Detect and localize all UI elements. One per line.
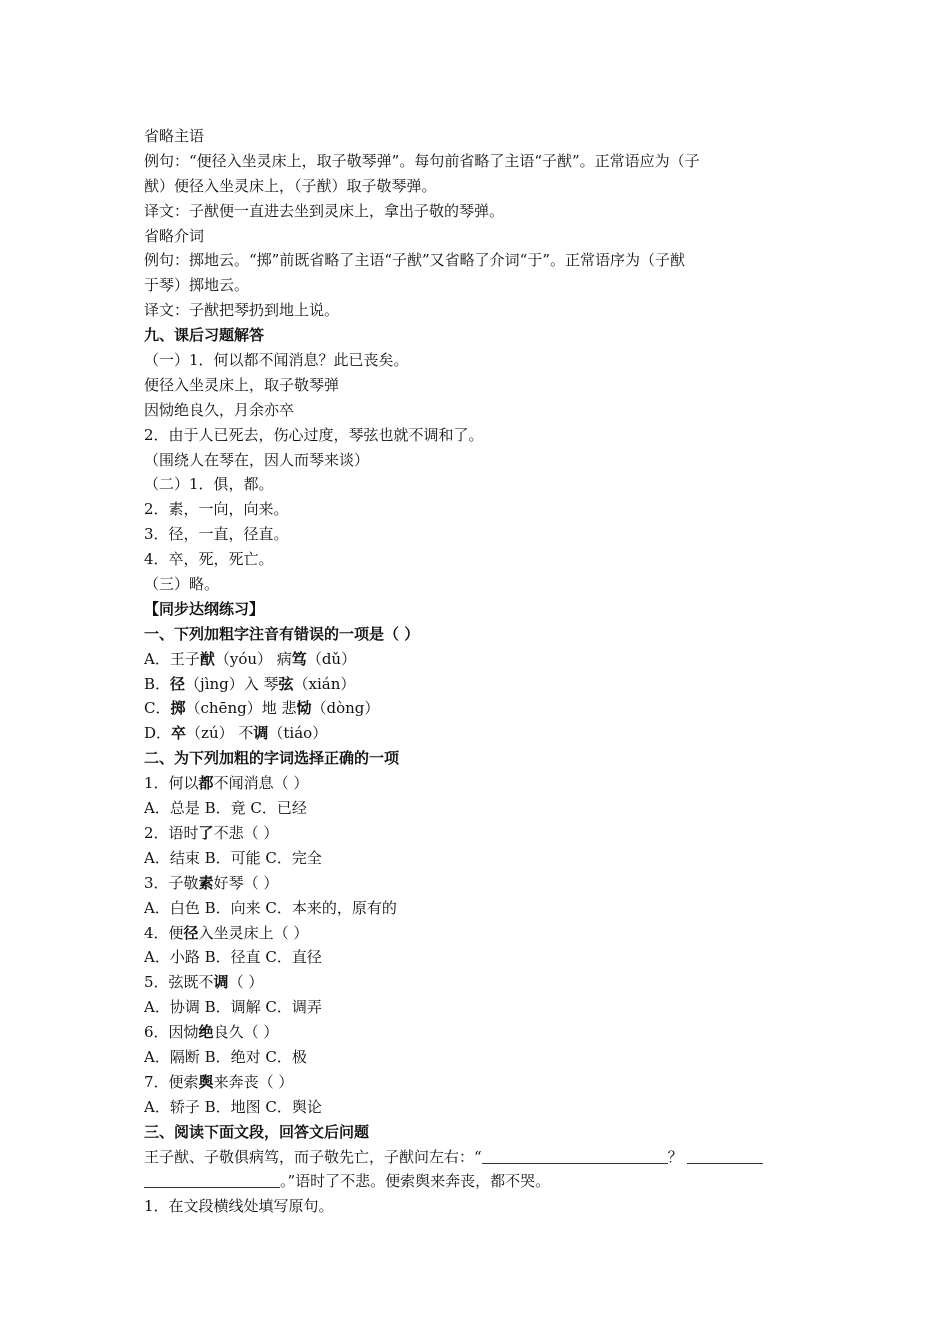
section9-line: （二）1．俱，都。: [144, 475, 274, 494]
question2-item: 4．便径入坐灵床上（ ）: [144, 923, 309, 942]
question1-option-b: B．径（jìng）入 琴弦（xián）: [144, 674, 356, 693]
section9-line: 2．素，一向，向来。: [144, 500, 289, 519]
section9-line: （一）1．何以都不闻消息？此已丧矣。: [144, 351, 409, 370]
question1-title: 一、下列加粗字注音有错误的一项是（ ）: [144, 624, 420, 643]
question1-option-c: C．掷（chēng）地 悲恸（dòng）: [144, 699, 380, 718]
omit-prep-heading: 省略介词: [144, 226, 205, 245]
question2-item: 1．何以都不闻消息（ ）: [144, 774, 309, 793]
question3-sub1: 1．在文段横线处填写原句。: [144, 1197, 334, 1216]
question1-option-a: A．王子猷（yóu） 病笃（dǔ）: [144, 649, 357, 668]
omit-subject-example-cont: 猷）便径入坐灵床上，（子猷）取子敬琴弹。: [144, 176, 437, 195]
question2-item: 5．弦既不调（ ）: [144, 973, 264, 992]
omit-subject-translation: 译文：子猷便一直进去坐到灵床上，拿出子敬的琴弹。: [144, 201, 505, 220]
omit-subject-example: 例句：“便径入坐灵床上，取子敬琴弹”。每句前省略了主语“子猷”。正常语应为（子: [144, 151, 700, 170]
section9-line: 2．由于人已死去，伤心过度，琴弦也就不调和了。: [144, 425, 484, 444]
answer-blank[interactable]: [482, 1147, 668, 1164]
document-body: [144, 124, 808, 1219]
answer-blank[interactable]: [687, 1147, 763, 1164]
section9-line: 因恸绝良久，月余亦卒: [144, 400, 295, 419]
question3-title: 三、阅读下面文段，回答文后问题: [144, 1122, 370, 1141]
question2-item: 2．语时了不悲（ ）: [144, 823, 279, 842]
question2-item-options: A．白色 B．向来 C．本来的，原有的: [144, 898, 397, 917]
omit-subject-heading: 省略主语: [144, 127, 205, 145]
question3-passage-line2: 。”语时了不悲。便索舆来奔丧，都不哭。: [144, 1169, 808, 1194]
question2-item-options: A．结束 B．可能 C．完全: [144, 848, 322, 867]
omit-prep-translation: 译文：子猷把琴扔到地上说。: [144, 301, 340, 320]
section9-line: （围绕人在琴在，因人而琴来谈）: [144, 450, 370, 469]
section9-line: （三）略。: [144, 575, 220, 594]
section9-line: 3．径，一直，径直。: [144, 525, 289, 544]
question2-item: 6．因恸绝良久（ ）: [144, 1023, 279, 1042]
question2-item-options: A．小路 B．径直 C．直径: [144, 948, 322, 967]
question2-item: 7．便索舆来奔丧（ ）: [144, 1072, 294, 1091]
section9-title: 九、课后习题解答: [144, 326, 265, 345]
omit-prep-example: 例句：掷地云。“掷”前既省略了主语“子猷”又省略了介词“于”。正常语序为（子猷: [144, 251, 686, 270]
question2-item-options: A．轿子 B．地图 C．舆论: [144, 1097, 322, 1116]
question3-passage-line1: 王子猷、子敬俱病笃，而子敬先亡，子猷问左右：“ ？: [144, 1145, 808, 1170]
question2-item-options: A．总是 B．竟 C．已经: [144, 799, 307, 818]
question1-option-d: D．卒（zú） 不调（tiáo）: [144, 724, 328, 743]
omit-prep-example-cont: 于琴）掷地云。: [144, 276, 250, 295]
question2-item-options: A．协调 B．调解 C．调弄: [144, 998, 322, 1017]
question2-item-options: A．隔断 B．绝对 C．极: [144, 1047, 307, 1066]
practice-title: 【同步达纲练习】: [144, 599, 265, 618]
answer-blank[interactable]: [144, 1171, 280, 1188]
question2-item: 3．子敬素好琴（ ）: [144, 873, 279, 892]
section9-line: 便径入坐灵床上，取子敬琴弹: [144, 375, 340, 394]
section9-line: 4．卒，死，死亡。: [144, 550, 274, 569]
question2-title: 二、为下列加粗的字词选择正确的一项: [144, 749, 400, 768]
